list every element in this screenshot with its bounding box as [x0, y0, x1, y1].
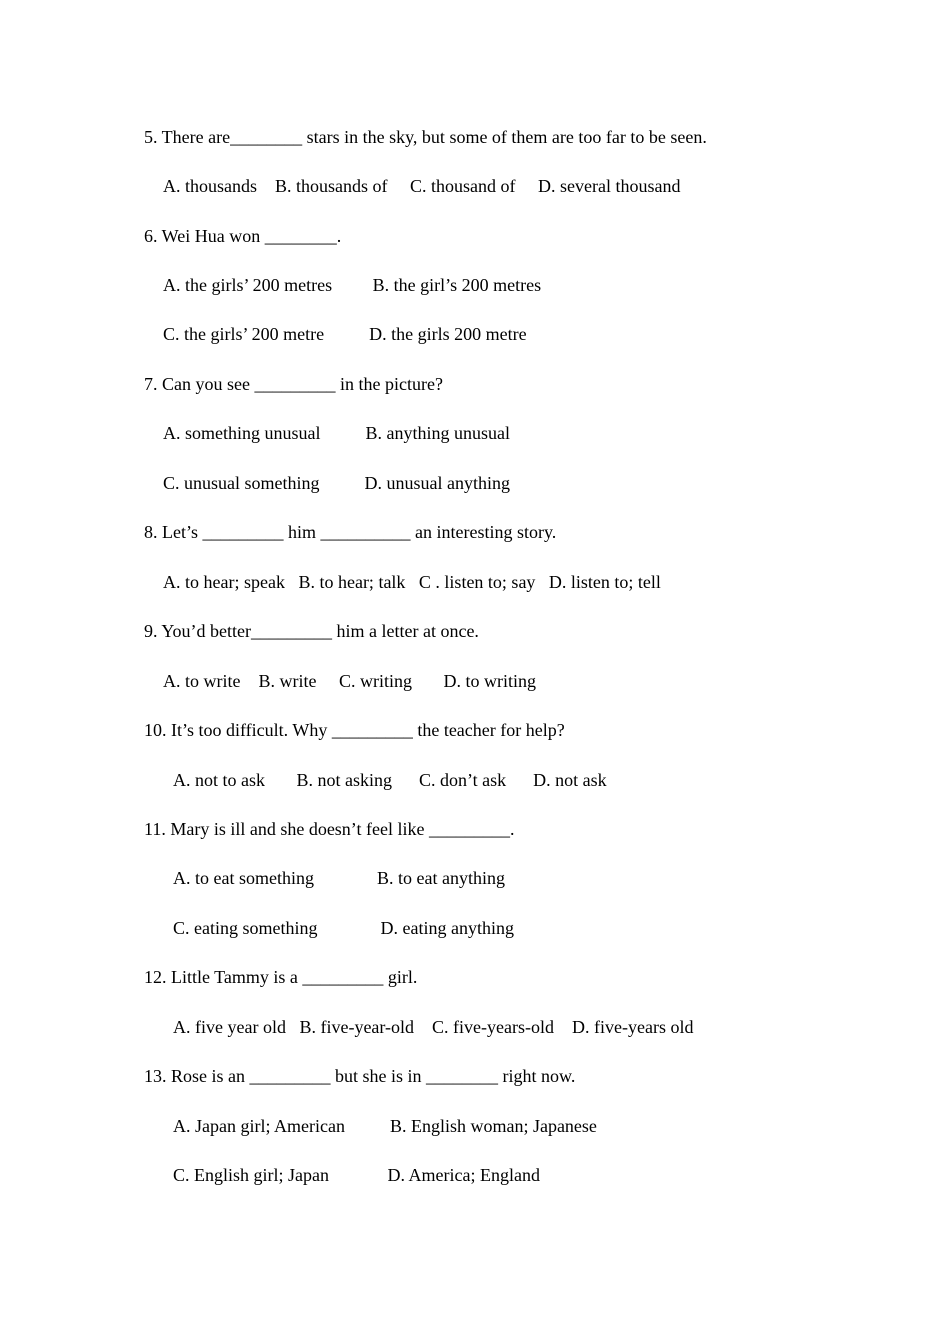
question-12-options: A. five year old B. five-year-old C. five-years-old D. five-years old [173, 1017, 694, 1037]
question-7-options-cd: C. unusual something D. unusual anything [163, 473, 510, 493]
question-8-options: A. to hear; speak B. to hear; talk C . listen to; say D. listen to; tell [163, 572, 661, 592]
question-9-options: A. to write B. write C. writing D. to writing [163, 671, 536, 691]
question-5-options: A. thousands B. thousands of C. thousand of D. several thousand [163, 176, 681, 196]
question-10-stem: 10. It’s too difficult. Why _________ the teacher for help? [144, 720, 565, 740]
question-7-stem: 7. Can you see _________ in the picture? [144, 374, 443, 394]
question-6-stem: 6. Wei Hua won ________. [144, 226, 342, 246]
question-12-stem: 12. Little Tammy is a _________ girl. [144, 967, 418, 987]
question-9-stem: 9. You’d better_________ him a letter at once. [144, 621, 479, 641]
question-13-options-ab: A. Japan girl; American B. English woman; Japanese [173, 1116, 597, 1136]
question-5-stem: 5. There are________ stars in the sky, but some of them are too far to be seen. [144, 127, 707, 147]
question-13-options-cd: C. English girl; Japan D. America; England [173, 1165, 540, 1185]
question-7-options-ab: A. something unusual B. anything unusual [163, 423, 510, 443]
question-8-stem: 8. Let’s _________ him __________ an interesting story. [144, 522, 557, 542]
question-11-stem: 11. Mary is ill and she doesn’t feel like _________. [144, 819, 515, 839]
question-11-options-cd: C. eating something D. eating anything [173, 918, 514, 938]
question-10-options: A. not to ask B. not asking C. don’t ask D. not ask [173, 770, 607, 790]
question-11-options-ab: A. to eat something B. to eat anything [173, 868, 505, 888]
question-13-stem: 13. Rose is an _________ but she is in ________ right now. [144, 1066, 576, 1086]
question-6-options-ab: A. the girls’ 200 metres B. the girl’s 200 metres [163, 275, 542, 295]
question-6-options-cd: C. the girls’ 200 metre D. the girls 200 metre [163, 324, 527, 344]
